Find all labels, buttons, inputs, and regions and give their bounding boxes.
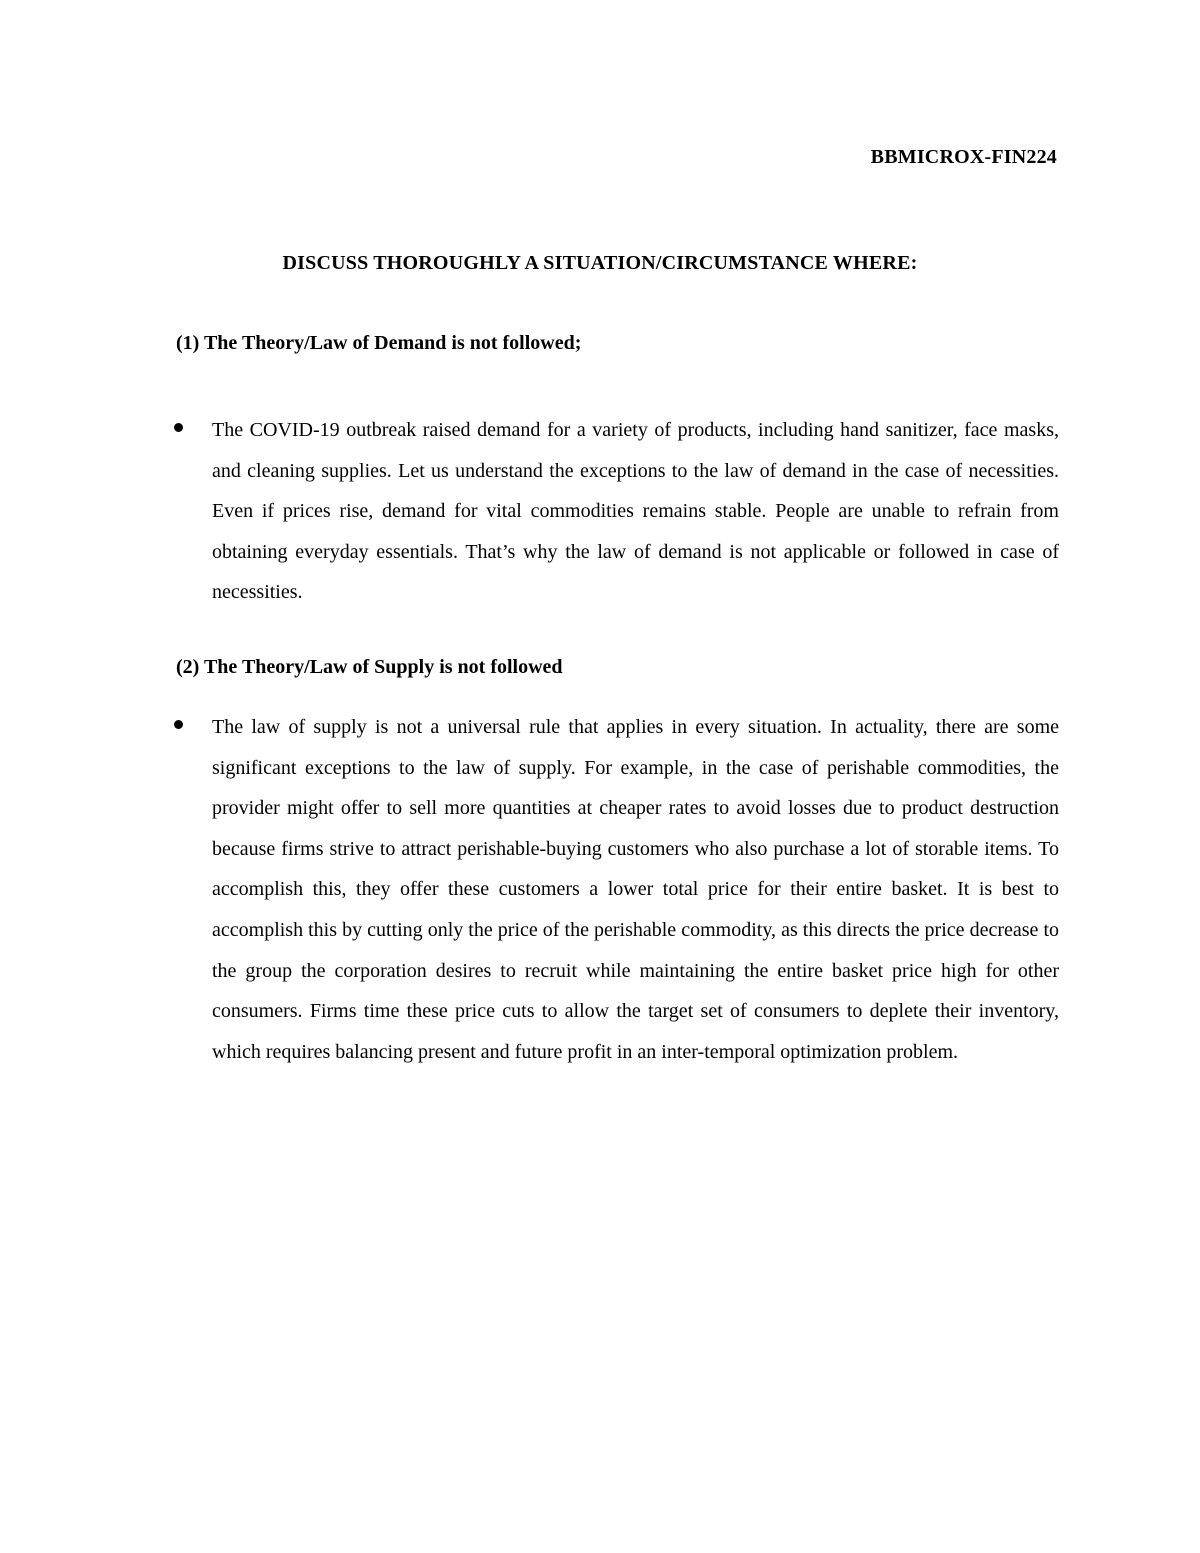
bullet-item-supply [212, 707, 1059, 1072]
bullet-icon [174, 423, 183, 432]
bullet-text-demand: The COVID-19 outbreak raised demand for a variety of products, including hand sanitizer, face masks, and cleaning supplies. Let us understand the exceptions to the law of demand in the case of necessities. Even if prices rise, demand for vital commodities remains stable. People are unable to refrain from obtaining everyday essentials. That’s why the law of demand is not applicable or followed in case of necessities. [212, 419, 1059, 604]
document-heading: DISCUSS THOROUGHLY A SITUATION/CIRCUMSTANCE WHERE: [282, 252, 918, 274]
bullet-text-supply: The law of supply is not a universal rule that applies in every situation. In actuality, there are some significant exceptions to the law of supply. For example, in the case of perishable commodities, the provider might offer to sell more quantities at cheaper rates to avoid losses due to product destruction because firms strive to attract perishable-buying customers who also purchase a lot of storable items. To accomplish this, they offer these customers a lower total price for their entire basket. It is best to accomplish this by cutting only the price of the perishable commodity, as this directs the price decrease to the group the corporation desires to recruit while maintaining the entire basket price high for other consumers. Firms time these price cuts to allow the target set of consumers to deplete their inventory, which requires balancing present and future profit in an inter-temporal optimization problem. [212, 716, 1059, 1063]
section-title-supply: (2) The Theory/Law of Supply is not followed [176, 656, 563, 678]
bullet-item-demand [212, 410, 1059, 613]
section-title-demand: (1) The Theory/Law of Demand is not followed; [176, 332, 582, 354]
bullet-icon [174, 720, 183, 729]
document-code: BBMICROX-FIN224 [870, 146, 1057, 168]
